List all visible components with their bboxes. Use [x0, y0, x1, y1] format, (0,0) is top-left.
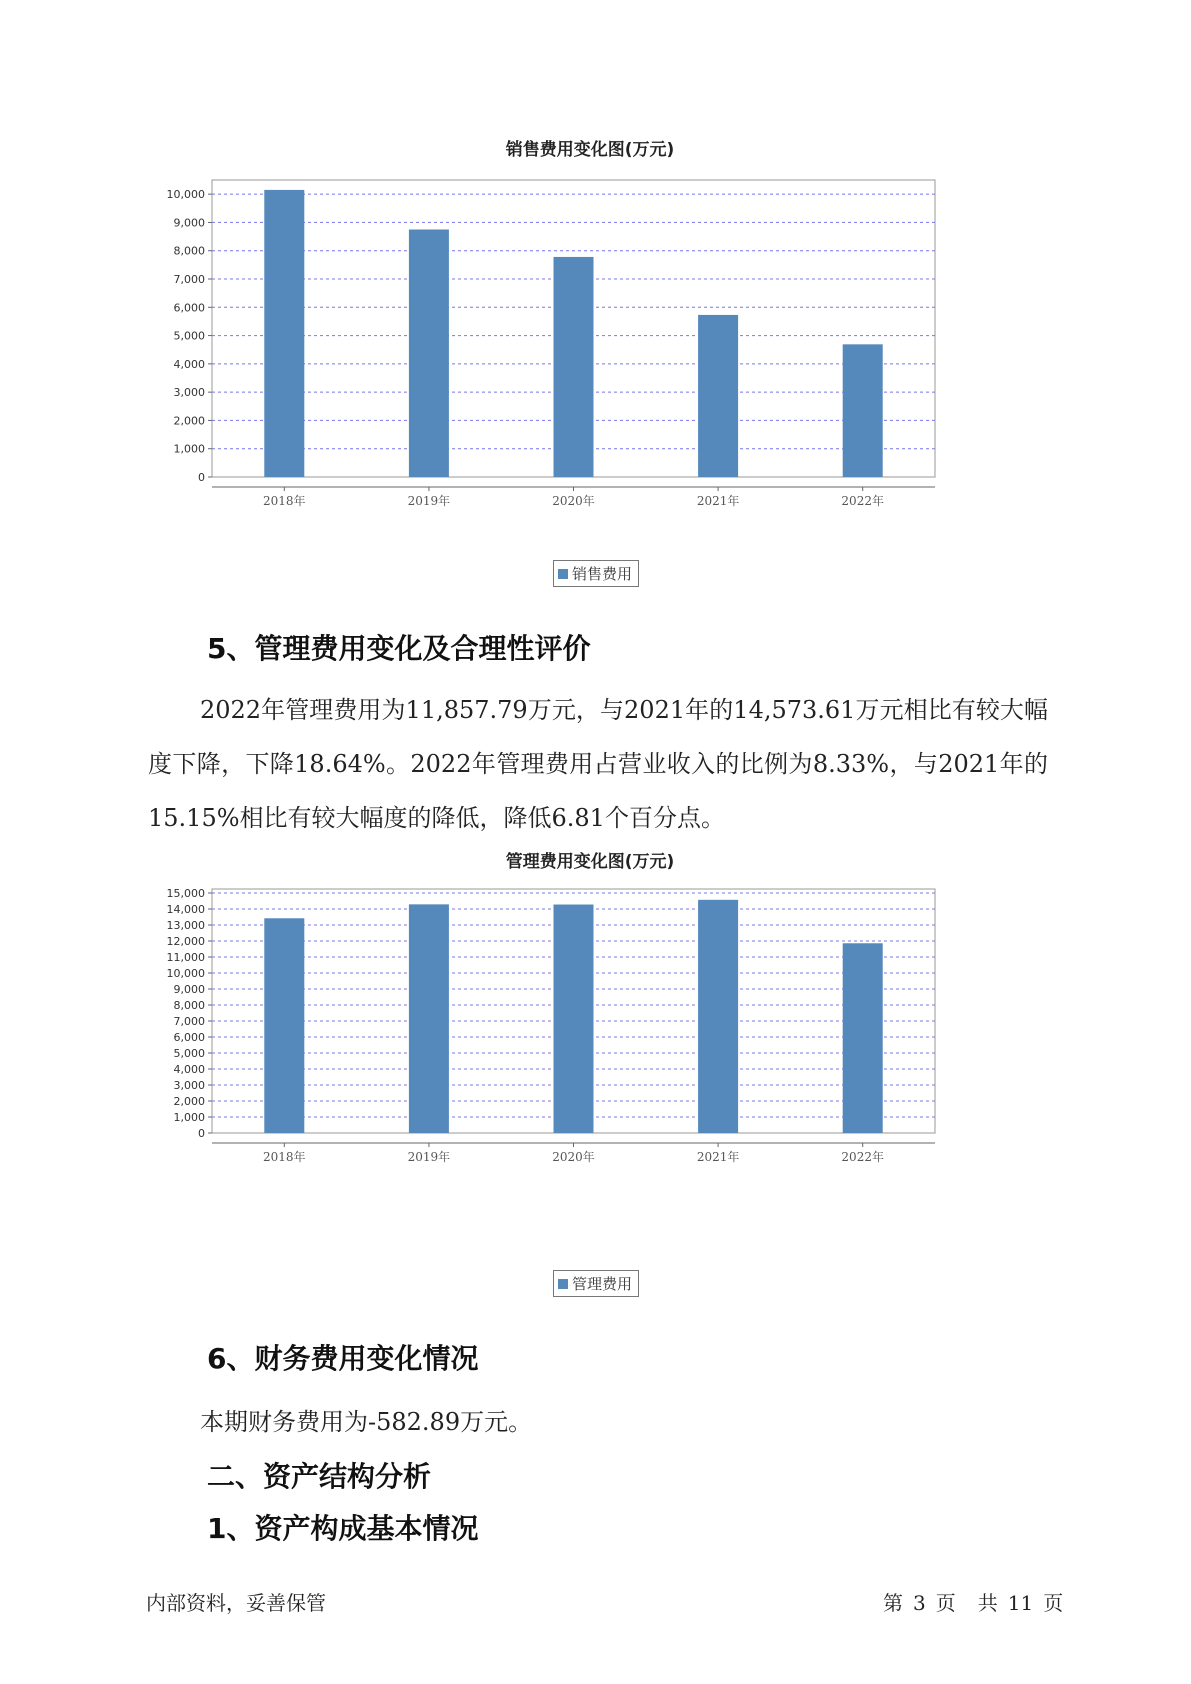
bar: [409, 230, 449, 478]
section6-paragraph: 本期财务费用为-582.89万元。: [200, 1408, 533, 1436]
bar: [843, 943, 883, 1133]
x-tick-label: 2019年: [407, 1150, 451, 1164]
legend-label: 销售费用: [572, 565, 633, 583]
page-num: 3: [913, 1591, 926, 1615]
total-num: 11: [1007, 1591, 1034, 1615]
page-unit: 页: [935, 1591, 956, 1615]
bar: [698, 900, 738, 1133]
y-tick-label: 0: [198, 471, 205, 484]
y-tick-label: 8,000: [173, 244, 205, 258]
admin-expense-chart: [150, 842, 1030, 1262]
bar: [264, 918, 304, 1133]
y-tick-label: 6,000: [173, 301, 205, 315]
total-unit: 页: [1043, 1591, 1064, 1615]
y-tick-label: 4,000: [173, 357, 205, 371]
y-tick-label: 10,000: [166, 188, 205, 202]
x-tick-label: 2020年: [552, 1150, 595, 1164]
legend-swatch: [558, 1279, 568, 1289]
section6-heading: 6、财务费用变化情况: [207, 1342, 479, 1375]
bar: [409, 904, 449, 1133]
y-tick-label: 0: [198, 1127, 205, 1140]
sales-expense-chart: [150, 130, 1030, 550]
y-tick-label: 1,000: [173, 1111, 205, 1124]
y-tick-label: 13,000: [166, 919, 205, 932]
x-tick-label: 2018年: [263, 1150, 306, 1164]
x-tick-label: 2022年: [841, 1150, 884, 1164]
y-tick-label: 15,000: [166, 887, 205, 900]
footer-confidential: 内部资料，妥善保管: [146, 1591, 326, 1615]
y-tick-label: 3,000: [173, 386, 205, 400]
x-tick-label: 2019年: [407, 494, 451, 508]
part2-subheading: 1、资产构成基本情况: [207, 1512, 479, 1545]
chart-plot: [150, 887, 1030, 1287]
bar: [554, 905, 594, 1133]
legend-swatch: [558, 569, 568, 579]
chart-title: 管理费用变化图(万元): [505, 852, 675, 872]
y-tick-label: 2,000: [173, 1095, 205, 1108]
section5-paragraph: [148, 683, 1048, 845]
page-prefix: 第: [883, 1591, 903, 1615]
paragraph-text: 2022年管理费用为11,857.79万元，与2021年的14,573.61万元相比有较大幅度下降，下降18.64%。2022年管理费用占营业收入的比例为8.33%，与2021年的15.15%相比有较大幅度的降低，降低6.81个百分点。: [148, 696, 1048, 832]
x-tick-label: 2018年: [263, 494, 306, 508]
chart-plot: [150, 170, 1030, 570]
bar: [843, 344, 883, 477]
total-prefix: 共: [977, 1591, 998, 1615]
bar: [554, 257, 594, 477]
bar: [698, 315, 738, 477]
y-tick-label: 6,000: [173, 1031, 205, 1044]
part2-heading: 二、资产结构分析: [207, 1460, 432, 1493]
bar: [264, 190, 304, 477]
y-tick-label: 14,000: [166, 903, 205, 916]
y-tick-label: 5,000: [173, 1047, 205, 1060]
y-tick-label: 12,000: [166, 935, 205, 948]
x-tick-label: 2022年: [841, 494, 884, 508]
chart-legend: [553, 1270, 639, 1297]
x-tick-label: 2021年: [696, 494, 740, 508]
section5-heading: 5、管理费用变化及合理性评价: [207, 632, 591, 665]
y-tick-label: 10,000: [166, 967, 205, 980]
y-tick-label: 7,000: [173, 273, 205, 286]
chart-title: 销售费用变化图(万元): [505, 140, 675, 160]
y-tick-label: 7,000: [173, 1015, 205, 1028]
y-tick-label: 3,000: [173, 1079, 205, 1092]
x-tick-label: 2020年: [552, 494, 595, 508]
y-tick-label: 9,000: [173, 216, 205, 230]
chart-legend: [553, 560, 639, 587]
legend-label: 管理费用: [572, 1275, 633, 1293]
y-tick-label: 9,000: [173, 983, 205, 996]
y-tick-label: 1,000: [173, 442, 205, 456]
y-tick-label: 11,000: [166, 951, 205, 964]
footer-page-number: [883, 1587, 1073, 1616]
y-tick-label: 4,000: [173, 1063, 205, 1076]
y-tick-label: 5,000: [173, 329, 205, 343]
y-tick-label: 8,000: [173, 999, 205, 1012]
x-tick-label: 2021年: [696, 1150, 740, 1164]
y-tick-label: 2,000: [173, 414, 205, 428]
